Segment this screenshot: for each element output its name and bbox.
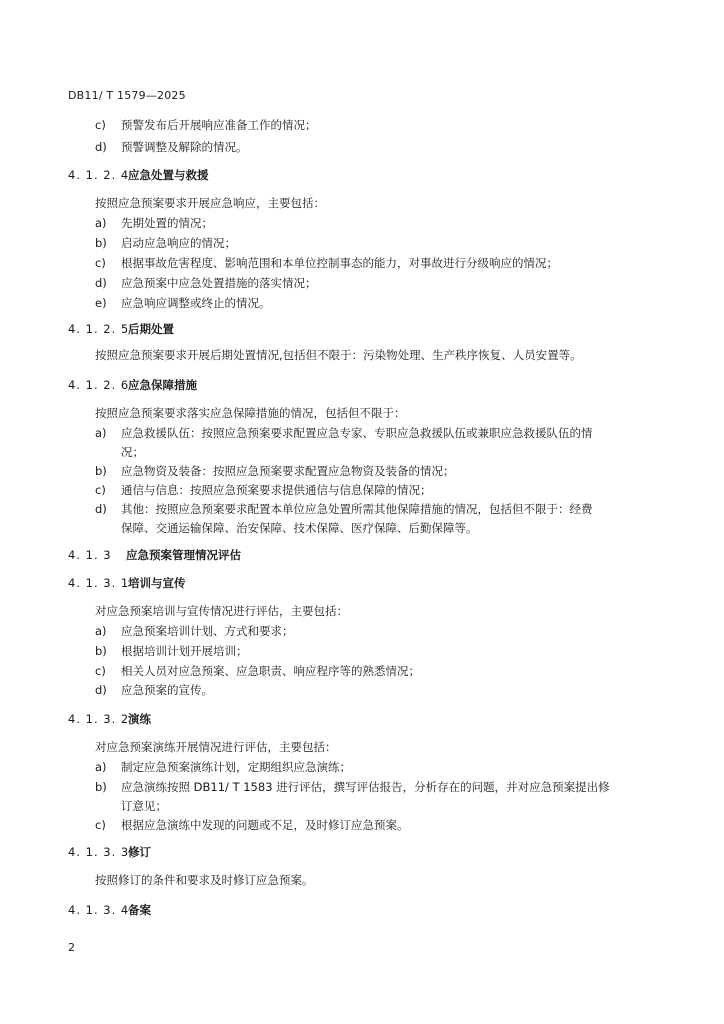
list-item-continuation: 保障、交通运输保障、治安保障、技术保障、医疗保障、后勤保障等。 [121,521,478,535]
list-marker: d) [95,140,107,154]
list-marker: d) [95,502,107,516]
list-marker: a) [95,760,107,774]
paragraph: 对应急预案培训与宣传情况进行评估，主要包括： [95,604,348,618]
list-item-text: 应急演练按照 DB11/ T 1583 进行评估，撰写评估报告，分析存在的问题，并对应急预案提出修 [121,780,610,794]
section-heading [68,378,197,392]
section-heading [68,903,151,917]
list-marker: e) [95,296,107,310]
section-heading [68,712,151,726]
list-item-text: 应急物资及装备：按照应急预案要求配置应急物资及装备的情况； [121,464,455,478]
section-title: 演练 [128,712,151,726]
list-item [95,644,248,658]
list-marker: d) [95,276,107,290]
list-item [95,276,317,290]
list-item-text: 预警发布后开展响应准备工作的情况； [121,118,317,132]
list-item [95,483,432,497]
section-heading [68,548,241,562]
list-marker: d) [95,683,107,697]
list-item-text: 应急响应调整或终止的情况。 [121,296,271,310]
list-item-text: 根据培训计划开展培训； [121,644,248,658]
section-heading [68,168,209,182]
paragraph: 对应急预案演练开展情况进行评估，主要包括： [95,740,337,754]
list-item-text: 应急预案的宣传。 [121,683,213,697]
list-item [95,256,558,270]
section-title: 应急预案管理情况评估 [126,548,241,562]
list-marker: b) [95,464,107,478]
list-item-continuation: 订意见； [121,799,167,813]
list-item-continuation: 况； [121,445,144,459]
section-number: 4. 1. 3. 2 [68,712,130,726]
list-item-text: 其他：按照应急预案要求配置本单位应急处置所需其他保障措施的情况，包括但不限于：经费 [121,502,593,516]
list-item-text: 通信与信息：按照应急预案要求提供通信与信息保障的情况； [121,483,432,497]
page-number: 2 [68,941,75,954]
section-title: 应急保障措施 [128,378,197,392]
paragraph: 按照应急预案要求落实应急保障措施的情况，包括但不限于： [95,406,406,420]
list-item [95,818,409,832]
list-marker: b) [95,780,107,794]
paragraph: 按照应急预案要求开展后期处置情况,包括但不限于：污染物处理、生产秩序恢复、人员安置等。 [95,348,582,362]
section-number: 4. 1. 2. 6 [68,378,130,392]
paragraph: 按照应急预案要求开展应急响应，主要包括： [95,196,325,210]
list-marker: a) [95,216,107,230]
list-item [95,502,593,516]
list-item [95,296,271,310]
list-marker: a) [95,624,107,638]
section-heading [68,845,151,859]
list-item [95,426,593,440]
section-title: 后期处置 [128,322,174,336]
paragraph: 按照修订的条件和要求及时修订应急预案。 [95,873,314,887]
list-marker: b) [95,644,107,658]
list-item [95,780,610,794]
list-marker: b) [95,236,107,250]
section-title: 培训与宣传 [128,576,186,590]
section-number: 4. 1. 3. 3 [68,845,130,859]
list-item-text: 应急预案培训计划、方式和要求； [121,624,294,638]
list-item [95,760,351,774]
list-item [95,464,455,478]
section-number: 4. 1. 2. 5 [68,322,130,336]
list-item-text: 根据应急演练中发现的问题或不足，及时修订应急预案。 [121,818,409,832]
list-item-text: 根据事故危害程度、影响范围和本单位控制事态的能力，对事故进行分级响应的情况； [121,256,558,270]
list-item-text: 相关人员对应急预案、应急职责、响应程序等的熟悉情况； [121,664,420,678]
list-item [95,664,420,678]
list-marker: c) [95,664,106,678]
section-title: 备案 [128,903,151,917]
list-item-text: 预警调整及解除的情况。 [121,140,248,154]
section-number: 4. 1. 3. 4 [68,903,130,917]
list-item-text: 制定应急预案演练计划，定期组织应急演练； [121,760,351,774]
list-marker: c) [95,483,106,497]
section-heading [68,322,174,336]
section-title: 修订 [128,845,151,859]
section-number: 4. 1. 3 [68,548,112,562]
list-item [95,140,248,154]
section-title: 应急处置与救援 [128,168,209,182]
list-marker: c) [95,256,106,270]
list-item-text: 应急预案中应急处置措施的落实情况； [121,276,317,290]
list-marker: c) [95,818,106,832]
list-marker: a) [95,426,107,440]
list-item [95,683,213,697]
section-number: 4. 1. 2. 4 [68,168,130,182]
list-marker: c) [95,118,106,132]
section-heading [68,576,186,590]
list-item [95,118,317,132]
list-item [95,216,213,230]
section-number: 4. 1. 3. 1 [68,576,130,590]
list-item [95,624,294,638]
list-item-text: 先期处置的情况； [121,216,213,230]
list-item-text: 应急救援队伍：按照应急预案要求配置应急专家、专职应急救援队伍或兼职应急救援队伍的情 [121,426,593,440]
document-code-header: DB11/ T 1579—2025 [68,89,186,102]
list-item-text: 启动应急响应的情况； [121,236,236,250]
list-item [95,236,236,250]
